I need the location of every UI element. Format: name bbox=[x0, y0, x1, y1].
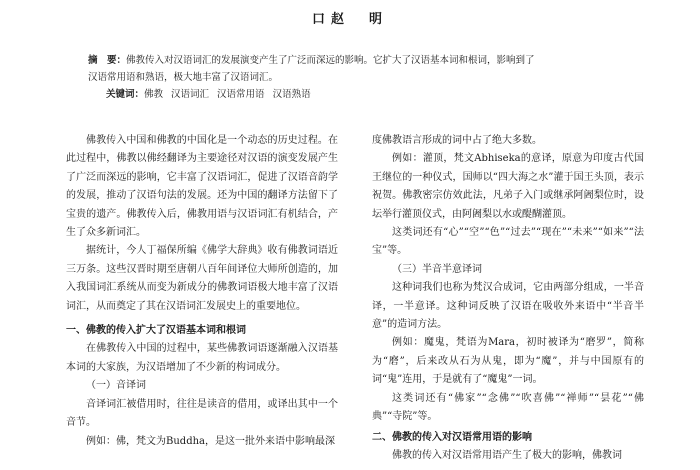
paragraph: 这类词还有“佛家”“念佛”“吹喜佛”“禅师”“昙花”“佛典”“寺院”等。 bbox=[372, 392, 644, 423]
abstract-line-2 bbox=[88, 69, 628, 86]
paragraph: 例如：灌顶，梵文Abhiseka的意译，原意为印度古代国王继位的一种仪式，国师以“四大海之水”灌于国王头顶，表示祝贺。佛教密宗仿效此法，凡弟子入门或继承阿阇梨位时，设坛举行灌顶仪式，由阿阇梨以水或醍醐灌顶。 bbox=[372, 153, 644, 220]
abstract-label: 摘 要： bbox=[88, 55, 127, 66]
section-heading: 一、佛教的传入扩大了汉语基本词和根词 bbox=[66, 325, 246, 337]
abstract-text-2: 汉语常用语和熟语，极大地丰富了汉语词汇。 bbox=[88, 72, 279, 83]
abstract-block bbox=[88, 52, 628, 103]
paragraph: 例如：佛，梵文为Buddha，是这一批外来语中影响最深 bbox=[86, 435, 335, 447]
paragraph: 佛教传入中国和佛教的中国化是一个动态的历史过程。在此过程中，佛教以佛经翻译为主要途径对汉语的演变发展产生了广泛而深远的影响，它丰富了汉语词汇，促进了汉语音韵学的发展，推动了汉语句法的发展。还为中国的翻译方法留下了宝贵的遗产。佛教传入后，佛教用语与汉语词汇有机结合，产生了众多新词汇。 bbox=[66, 135, 338, 239]
author-name: 口赵 明 bbox=[311, 12, 388, 27]
paragraph: 佛教的传入对汉语常用语产生了极大的影响，佛教词 bbox=[392, 449, 622, 461]
paragraph: 这种词我们也称为梵汉合成词，它由两部分组成，一半音译，一半意译。这种词反映了汉语在吸收外来语中“半音半意”的造词方法。 bbox=[372, 282, 644, 331]
paragraph: 这类词还有“心”“空”“色”“过去”“现在”“未来”“如来”“法宝”等。 bbox=[372, 227, 644, 257]
paragraph: 例如：魔鬼，梵语为Mara，初时被译为“磨罗”，简称为“磨”，后来改从石为从鬼，即为“魔”，并与中国原有的词“鬼”连用，于是就有了“魔鬼”一词。 bbox=[372, 337, 644, 386]
left-column bbox=[66, 132, 338, 451]
paragraph: 音译词汇被借用时，往往是读音的借用，或译出其中一个音节。 bbox=[66, 398, 338, 429]
paragraph: 据统计，今人丁福保所编《佛学大辞典》收有佛教词语近三万条。这些汉晋时期至唐朝八百年间译位大师所创造的，加入我国词汇系统从而变为新成分的佛教词语极大地丰富了汉语词汇，从而奠定了其在汉语词汇发展史上的重要地位。 bbox=[66, 245, 338, 312]
right-column bbox=[372, 132, 644, 465]
subsection-heading: （一）音译词 bbox=[86, 380, 146, 392]
keyword: 汉语词汇 bbox=[171, 89, 210, 100]
abstract-text-1: 佛教传入对汉语词汇的发展演变产生了广泛而深远的影响。它扩大了汉语基本词和根词，影响到了 bbox=[126, 55, 535, 66]
paragraph: 度佛教语言形成的词中占了绝大多数。 bbox=[372, 135, 542, 146]
section-heading: 二、佛教的传入对汉语常用语的影响 bbox=[372, 431, 532, 443]
keywords-label: 关键词： bbox=[106, 89, 145, 100]
keyword: 汉语熟语 bbox=[272, 89, 311, 100]
keyword: 佛教 bbox=[144, 89, 164, 100]
abstract-line-1 bbox=[88, 52, 628, 69]
subsection-heading: （三）半音半意译词 bbox=[392, 263, 482, 275]
keyword: 汉语常用语 bbox=[217, 89, 265, 100]
keywords-line bbox=[88, 86, 628, 103]
paragraph: 在佛教传入中国的过程中，某些佛教词语逐渐融入汉语基本词的大家族，为汉语增加了不少新的构词成分。 bbox=[66, 343, 338, 373]
